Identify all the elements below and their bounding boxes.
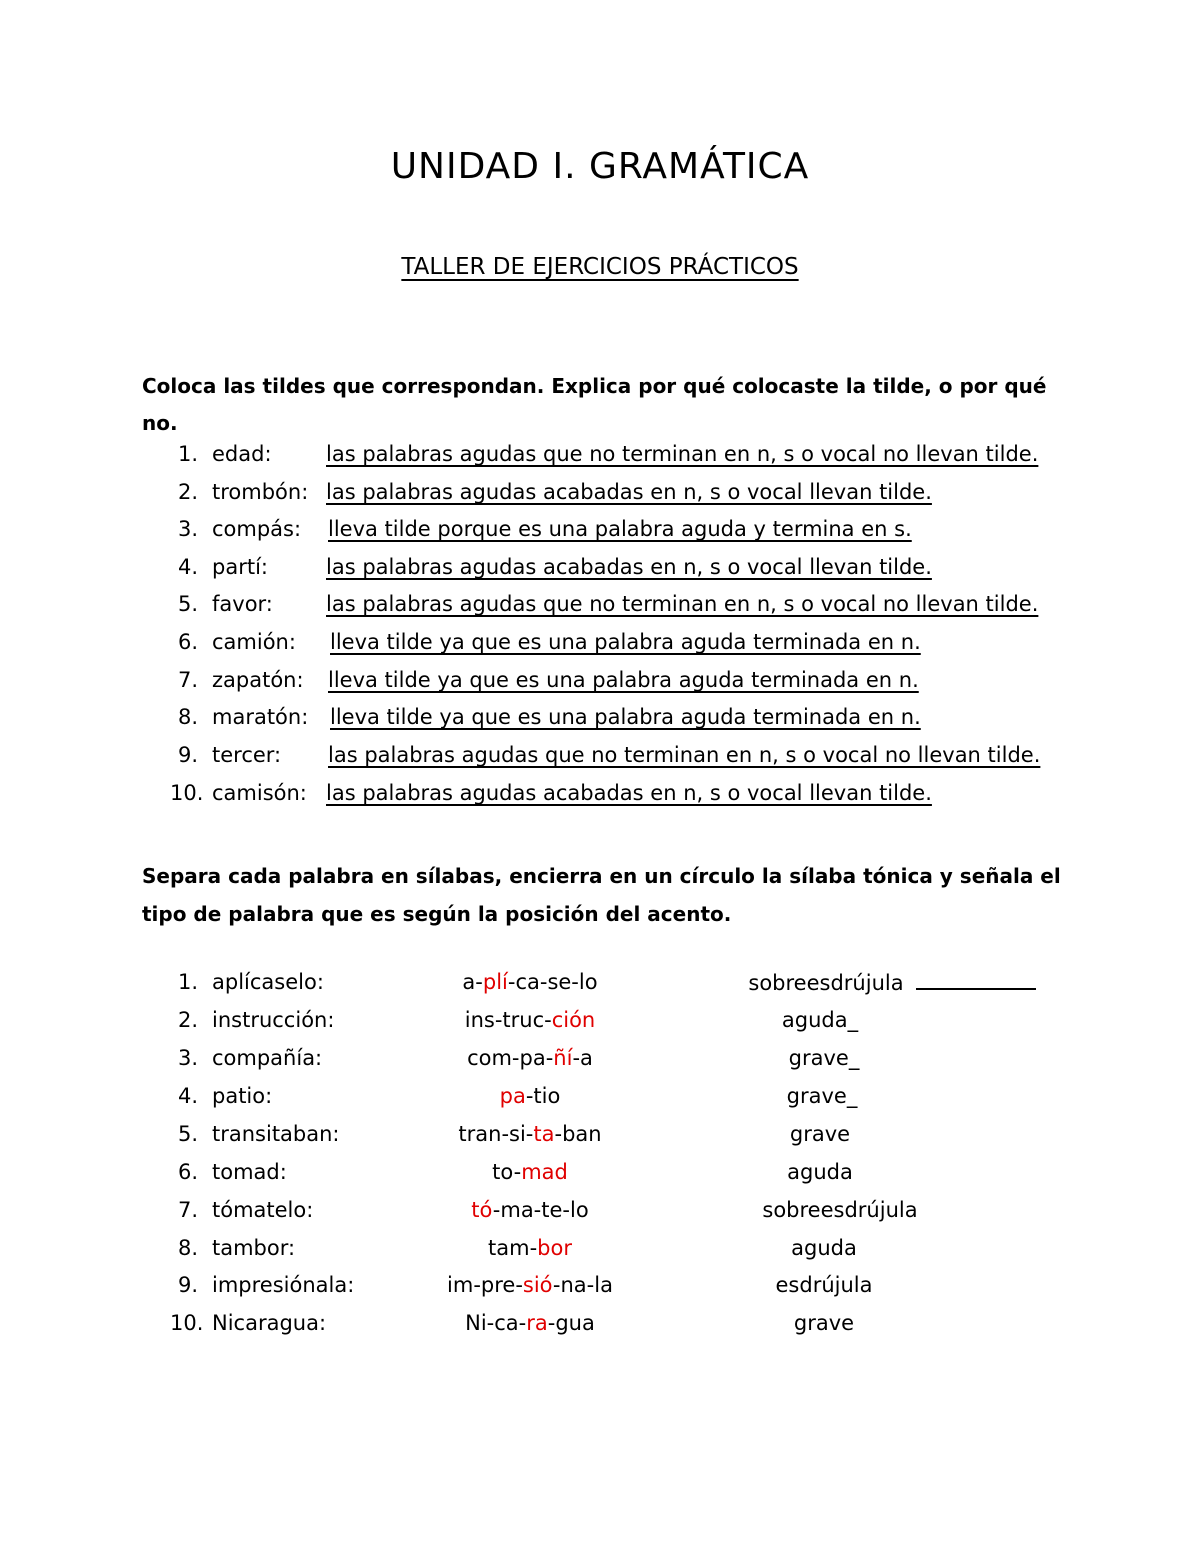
item-number: 8. [177, 1236, 198, 1260]
item-word: compás: [212, 517, 302, 541]
syllable-post: -ma-te-lo [492, 1198, 589, 1222]
word-type [789, 1046, 860, 1070]
item-number: 4. [177, 555, 198, 579]
word-type-label: grave [789, 1122, 851, 1146]
item-explanation: las palabras agudas que no terminan en n, s o vocal no llevan tilde. [328, 743, 1041, 767]
syllable-division [462, 970, 597, 994]
item-word: favor: [212, 592, 273, 616]
item-word: partí: [212, 555, 268, 579]
word-type-label: esdrújula [775, 1273, 873, 1297]
syllable-post: -tio [525, 1084, 561, 1108]
word-type-label: aguda [787, 1160, 853, 1184]
syllable-division [465, 1311, 595, 1335]
word-type [787, 1084, 858, 1108]
page-title: UNIDAD I. GRAMÁTICA [390, 146, 810, 187]
item-number: 6. [177, 1160, 198, 1184]
syllable-division [492, 1160, 568, 1184]
item-number: 8. [177, 705, 198, 729]
item-number: 9. [177, 743, 198, 767]
syllable-division [467, 1046, 593, 1070]
item-word: zapatón: [212, 668, 304, 692]
item-word: instrucción: [212, 1008, 335, 1032]
item-word: transitaban: [212, 1122, 340, 1146]
syllable-post: -ca-se-lo [507, 970, 598, 994]
tonic-syllable: pa [499, 1084, 526, 1108]
tonic-syllable: ta [533, 1122, 555, 1146]
item-number: 1. [177, 442, 198, 466]
tonic-syllable: mad [521, 1160, 568, 1184]
item-explanation: las palabras agudas acabadas en n, s o vocal llevan tilde. [326, 555, 932, 579]
section1-instruction: Coloca las tildes que correspondan. Explica por qué colocaste la tilde, o por qué no. [142, 374, 1047, 435]
word-type-label: grave_ [788, 1046, 860, 1070]
section2-instruction: Separa cada palabra en sílabas, encierra en un círculo la sílaba tónica y señala el tipo de palabra que es según la posición del acento. [142, 864, 1061, 926]
item-word: tomad: [212, 1160, 287, 1184]
tonic-syllable: plí [482, 970, 508, 994]
word-type-label: aguda [791, 1236, 857, 1260]
item-word: tercer: [212, 743, 282, 767]
syllable-pre: Ni-ca- [465, 1311, 527, 1335]
item-word: tómatelo: [212, 1198, 314, 1222]
syllable-post: -ban [554, 1122, 602, 1146]
syllable-pre: com-pa- [467, 1046, 554, 1070]
syllable-post: -na-la [552, 1273, 613, 1297]
item-explanation: lleva tilde ya que es una palabra aguda terminada en n. [328, 668, 919, 692]
item-word: aplícaselo: [212, 970, 324, 994]
item-explanation: las palabras agudas que no terminan en n, s o vocal no llevan tilde. [326, 592, 1039, 616]
item-number: 2. [177, 480, 198, 504]
item-word: patio: [212, 1084, 273, 1108]
tonic-syllable: ñí [553, 1046, 573, 1070]
syllable-division [488, 1236, 572, 1260]
word-type [787, 1160, 853, 1184]
item-word: camión: [212, 630, 296, 654]
item-number: 2. [177, 1008, 198, 1032]
word-type [762, 1198, 917, 1222]
page-subtitle: TALLER DE EJERCICIOS PRÁCTICOS [401, 254, 799, 280]
item-word: impresiónala: [212, 1273, 355, 1297]
syllable-post: -gua [547, 1311, 595, 1335]
word-type-label: aguda_ [781, 1008, 859, 1032]
item-word: compañía: [212, 1046, 323, 1070]
syllable-pre: ins-truc- [464, 1008, 552, 1032]
word-type [794, 1311, 854, 1335]
tonic-syllable: tó [471, 1198, 493, 1222]
item-word: Nicaragua: [212, 1311, 327, 1335]
item-number: 7. [177, 668, 198, 692]
syllable-division [458, 1122, 601, 1146]
syllable-division [447, 1273, 613, 1297]
item-word: tambor: [212, 1236, 296, 1260]
item-number: 10. [170, 781, 204, 805]
item-number: 1. [177, 970, 198, 994]
item-word: maratón: [212, 705, 309, 729]
syllable-pre: tran-si- [458, 1122, 534, 1146]
tonic-syllable: ra [526, 1311, 548, 1335]
item-number: 7. [177, 1198, 198, 1222]
item-explanation: las palabras agudas acabadas en n, s o vocal llevan tilde. [326, 781, 932, 805]
word-type [791, 1236, 857, 1260]
answer-blank-line [916, 970, 1036, 990]
syllable-division [465, 1008, 596, 1032]
item-number: 4. [177, 1084, 198, 1108]
tonic-syllable: sió [522, 1273, 553, 1297]
tonic-syllable: ción [551, 1008, 596, 1032]
item-number: 5. [177, 1122, 198, 1146]
word-type [782, 1008, 858, 1032]
item-number: 3. [177, 1046, 198, 1070]
item-explanation: lleva tilde porque es una palabra aguda y termina en s. [328, 517, 912, 541]
item-number: 9. [177, 1273, 198, 1297]
syllable-pre: tam- [488, 1236, 538, 1260]
word-type-label: sobreesdrújula [748, 971, 904, 995]
syllable-pre: a- [462, 970, 483, 994]
syllable-pre: to- [492, 1160, 522, 1184]
syllable-post: -a [572, 1046, 593, 1070]
item-word: trombón: [212, 480, 309, 504]
item-explanation: las palabras agudas acabadas en n, s o vocal llevan tilde. [326, 480, 932, 504]
word-type [790, 1122, 850, 1146]
item-explanation: lleva tilde ya que es una palabra aguda terminada en n. [330, 630, 921, 654]
syllable-division [500, 1084, 561, 1108]
item-word: edad: [212, 442, 272, 466]
word-type-label: grave_ [786, 1084, 858, 1108]
item-number: 10. [170, 1311, 204, 1335]
item-number: 3. [177, 517, 198, 541]
item-explanation: las palabras agudas que no terminan en n, s o vocal no llevan tilde. [326, 442, 1039, 466]
syllable-division [471, 1198, 588, 1222]
syllable-pre: im-pre- [447, 1273, 523, 1297]
item-explanation: lleva tilde ya que es una palabra aguda terminada en n. [330, 705, 921, 729]
word-type-label: sobreesdrújula [762, 1198, 918, 1222]
item-number: 6. [177, 630, 198, 654]
tonic-syllable: bor [537, 1236, 572, 1260]
item-word: camisón: [212, 781, 307, 805]
word-type [748, 970, 1035, 995]
word-type [776, 1273, 873, 1297]
word-type-label: grave [793, 1311, 855, 1335]
item-number: 5. [177, 592, 198, 616]
